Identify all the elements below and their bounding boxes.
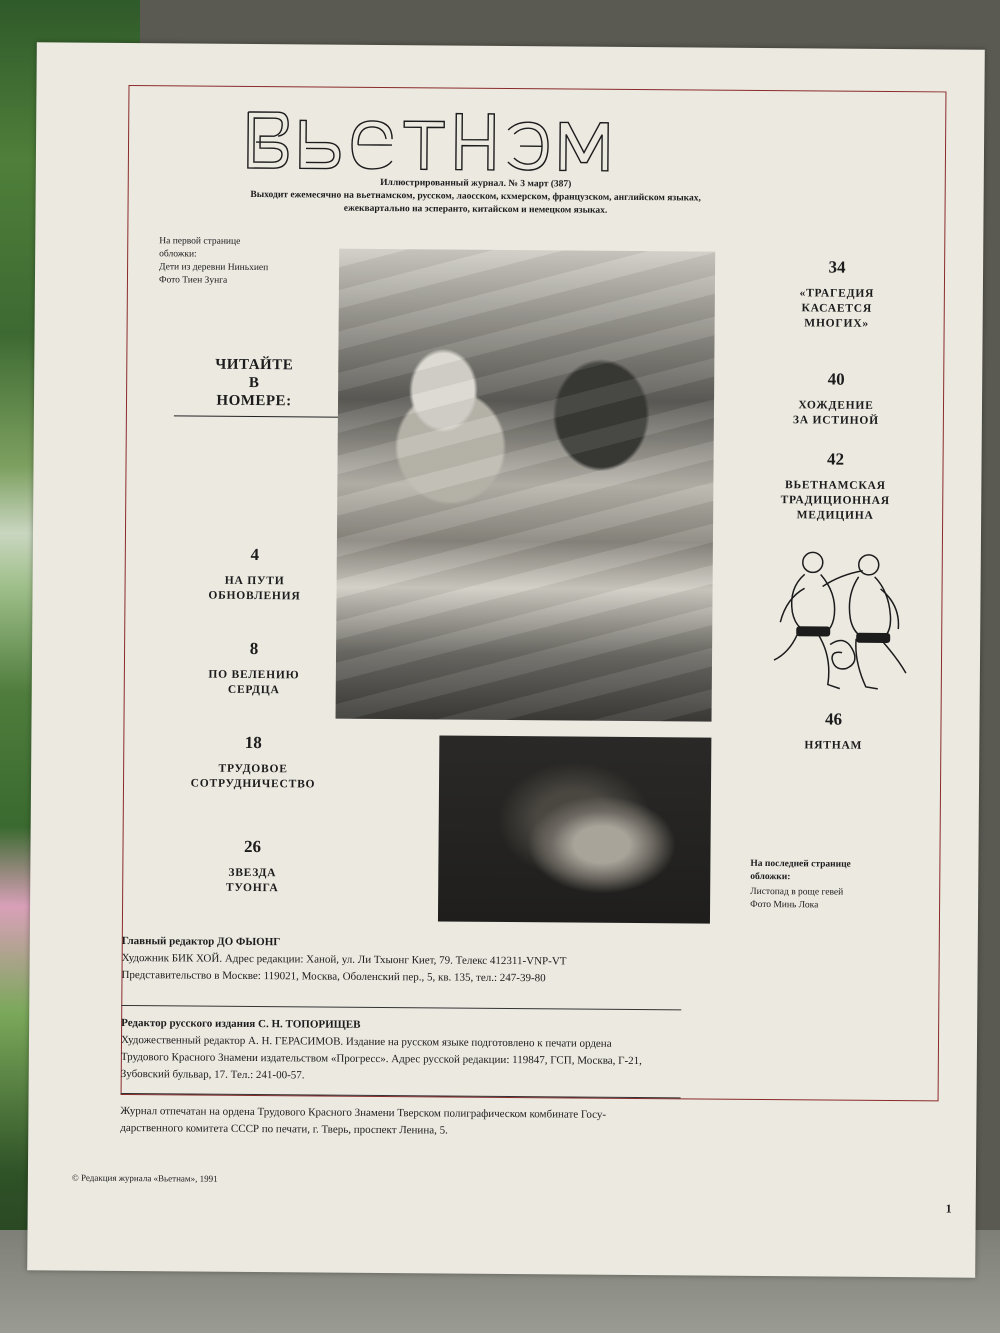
contents-title: ЗВЕЗДА ТУОНГА bbox=[225, 866, 279, 895]
credits-line: дарственного комитета СССР по печати, г. Тверь, проспект Ленина, 5. bbox=[120, 1121, 448, 1137]
contents-title: ВЬЕТНАМСКАЯ ТРАДИЦИОННАЯ МЕДИЦИНА bbox=[780, 479, 890, 522]
contents-title: «ТРАГЕДИЯ КАСАЕТСЯ МНОГИХ» bbox=[799, 287, 875, 330]
russian-editor-name: С. Н. ТОПОРИЩЕВ bbox=[257, 1018, 361, 1031]
front-cover-note-line: обложки: bbox=[159, 249, 197, 260]
credits-label: Редактор русского издания bbox=[121, 1016, 259, 1031]
contents-page-number: 8 bbox=[249, 638, 259, 659]
front-cover-note-line: Дети из деревни Ниньхиеп bbox=[159, 262, 269, 274]
market-photo bbox=[336, 249, 716, 722]
contents-entry[interactable] bbox=[163, 731, 343, 792]
contents-entry[interactable] bbox=[164, 637, 344, 698]
contents-entry[interactable] bbox=[747, 256, 928, 332]
contents-title: ПО ВЕЛЕНИЮ СЕРДЦА bbox=[208, 668, 300, 697]
contents-page-number: 34 bbox=[828, 257, 846, 277]
russian-edition-credits bbox=[121, 1015, 842, 1089]
back-cover-note-line: Фото Минь Лока bbox=[750, 899, 819, 911]
contents-entry[interactable] bbox=[746, 368, 926, 429]
contents-page-number: 40 bbox=[827, 369, 845, 389]
subtitle-line-1: Иллюстрированный журнал. № 3 март (387) bbox=[380, 177, 572, 190]
contents-page-number: 46 bbox=[824, 709, 843, 729]
contents-title: НА ПУТИ ОБНОВЛЕНИЯ bbox=[208, 574, 301, 603]
contents-page-number: 18 bbox=[244, 732, 262, 753]
chief-editor-name: ДО ФЫОНГ bbox=[217, 935, 281, 949]
read-in-issue-heading bbox=[174, 355, 334, 410]
credits-label: Главный редактор bbox=[121, 934, 218, 948]
subtitle-line-3: ежеквартально на эсперанто, китайском и немецком языках. bbox=[343, 203, 608, 216]
contents-title: НЯТНАМ bbox=[804, 739, 863, 752]
credits-line: Журнал отпечатан на ордена Трудового Красного Знамени Тверском полиграфическом комбинате Госу- bbox=[120, 1104, 607, 1121]
contents-page-number: 26 bbox=[243, 836, 262, 857]
copyright-notice: © Редакция журнала «Вьетнам», 1991 bbox=[71, 1172, 218, 1184]
contents-entry[interactable] bbox=[743, 708, 923, 754]
back-cover-note bbox=[750, 858, 851, 913]
read-heading-line: В bbox=[248, 374, 260, 392]
contents-entry[interactable] bbox=[164, 543, 344, 604]
wrestlers-illustration bbox=[770, 548, 911, 699]
read-heading-line: НОМЕРЕ: bbox=[216, 392, 292, 410]
credits-line: Художник БИК ХОЙ. Адрес редакции: Ханой, ул. Ли Тхыонг Киет, 79. Телекс 412311-VNP-VT bbox=[121, 951, 567, 968]
front-cover-note-line: На первой странице bbox=[159, 236, 241, 247]
credits-line: Художественный редактор А. Н. ГЕРАСИМОВ. Издание на русском языке подготовлено к печати ордена bbox=[120, 1033, 612, 1050]
credits-line: Представительство в Москве: 119021, Москва, Оболенский пер., 5, кв. 135, тел.: 247-39-80 bbox=[121, 968, 546, 985]
contents-page-number: 42 bbox=[827, 449, 845, 469]
magazine-logo bbox=[244, 102, 617, 175]
editorial-credits bbox=[121, 933, 841, 990]
magazine-page bbox=[27, 42, 985, 1277]
ceramic-vessel-photo bbox=[438, 735, 711, 923]
contents-entry[interactable] bbox=[745, 448, 926, 524]
credits-line: Трудового Красного Знамени издательством «Прогресс». Адрес русской редакции: 119847, ГСП, Москва, Г-21, bbox=[120, 1050, 642, 1068]
subtitle-line-2: Выходит ежемесячно на вьетнамском, русском, лаосском, кхмерском, французском, английском языках, bbox=[250, 189, 701, 204]
back-cover-note-line: обложки: bbox=[750, 871, 791, 883]
contents-title: ХОЖДЕНИЕ ЗА ИСТИНОЙ bbox=[792, 399, 879, 427]
contents-page-number: 4 bbox=[250, 544, 260, 565]
contents-title: ТРУДОВОЕ СОТРУДНИЧЕСТВО bbox=[190, 762, 316, 791]
front-cover-note-line: Фото Тиен Зунга bbox=[158, 275, 228, 286]
back-cover-note-line: Листопад в роще гевей bbox=[750, 886, 844, 898]
page-number: 1 bbox=[945, 1201, 952, 1216]
printing-credits bbox=[120, 1103, 840, 1143]
credits-line: Зубовский бульвар, 17. Тел.: 241-00-57. bbox=[120, 1067, 305, 1082]
back-cover-note-line: На последней странице bbox=[750, 858, 851, 870]
front-cover-note bbox=[159, 235, 269, 288]
contents-entry[interactable] bbox=[162, 835, 342, 896]
read-heading-line: ЧИТАЙТЕ bbox=[215, 356, 294, 374]
